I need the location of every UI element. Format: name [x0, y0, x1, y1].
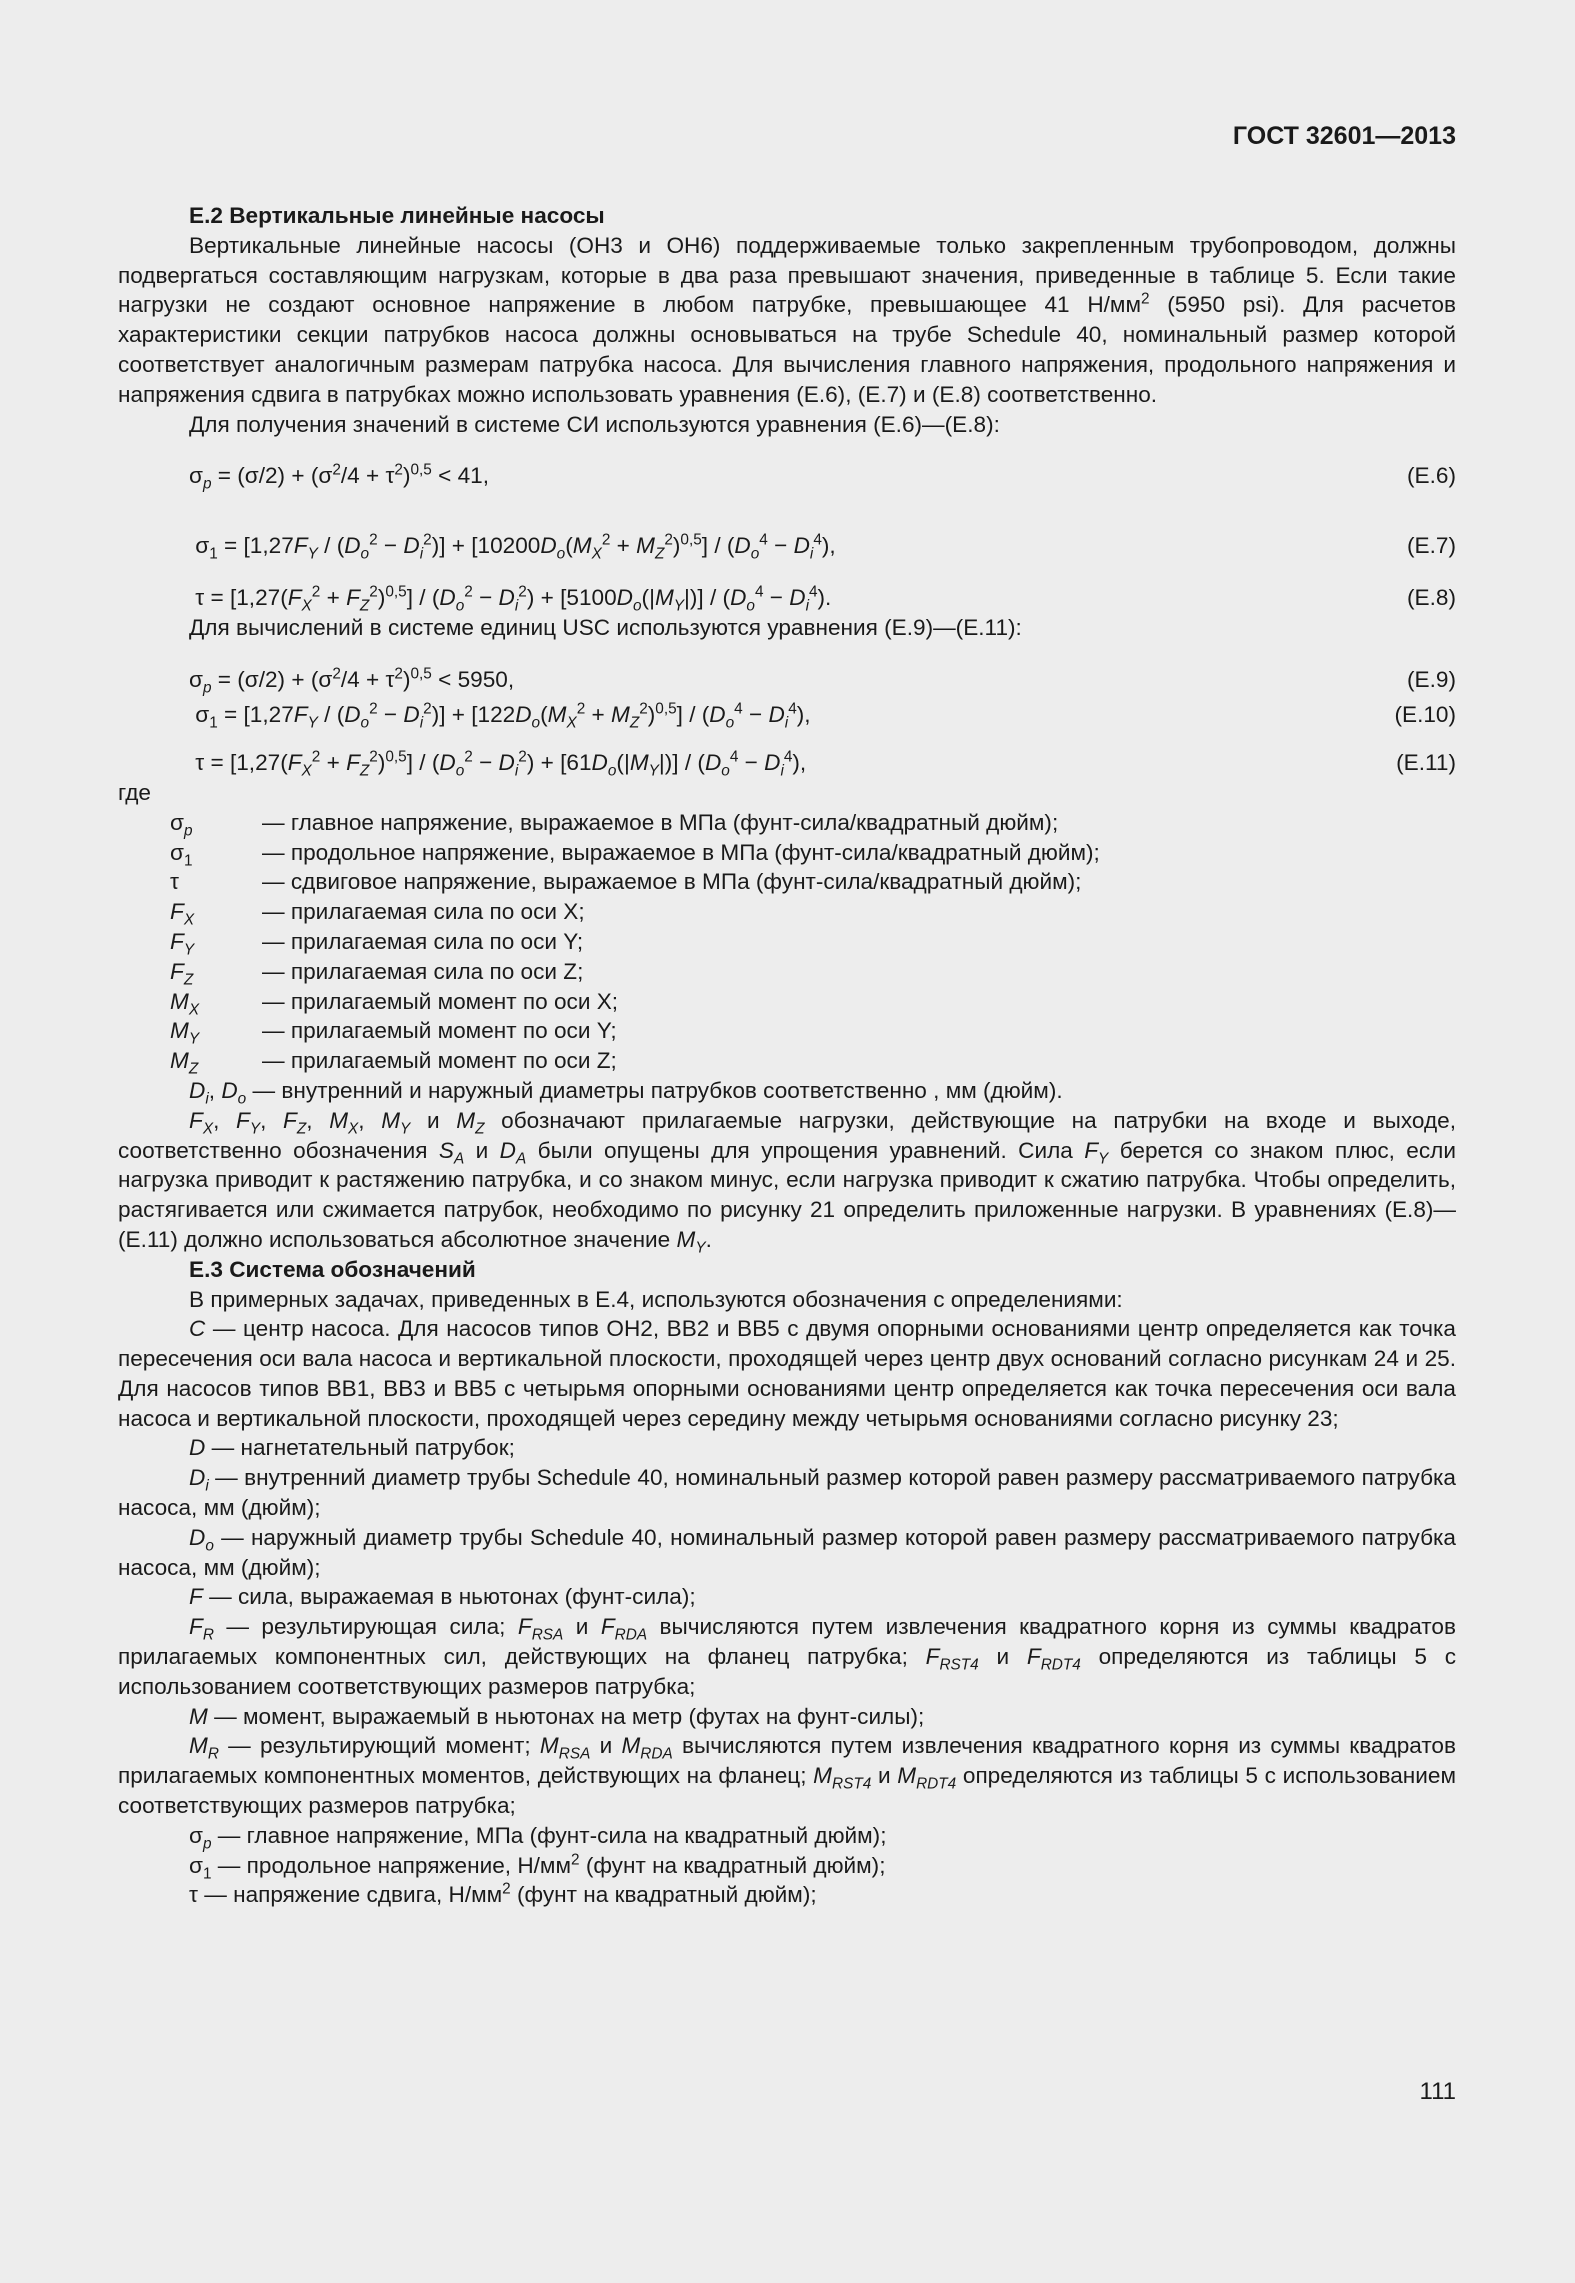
paragraph-loads: $F_X$, $F_Y$, $F_Z$, $M_X$, $M_Y$ и $M_Z$ обозначают прилагаемые нагрузки, действующие на патрубки на входе и выходе, соответственно обозначения $S_A$ и $D_A$ были опущены для упрощения уравнений. Сила $F_Y$ берется со знаком плюс, если нагрузка приводит к растяжению патрубка, и со знаком минус, если нагрузка приводит к сжатию патрубка. Чтобы определить, растягивается или сжимается патрубок, необходимо по рисунку 21 определить приложенные нагрузки. В уравнениях (Е.8)—(Е.11) должно использоваться абсолютное значение $M_Y$.	[118, 1107, 1456, 1257]
formula-e10: $\sigma_1 = [1,27F_Y / (D_o^2 - D_i^2)] + [122D_o(M_X^2 + M_Z^2)^{0,5}] / (D_o^4 - D_i^4)$, (Е.10)	[189, 700, 1456, 732]
paragraph-usc-intro: Для вычислений в системе единиц USC используются уравнения (Е.9)—(Е.11):	[189, 614, 1022, 640]
def-outer-diameter: $D_o$ — наружный диаметр трубы Schedule 40, номинальный размер которой равен размеру рассматриваемого патрубка насоса, мм (дюйм);	[118, 1524, 1456, 1580]
where-label: где	[118, 779, 151, 805]
def-my: $M_Y$ — прилагаемый момент по оси Y;	[170, 1018, 617, 1048]
def-mz: $M_Z$ — прилагаемый момент по оси Z;	[170, 1048, 617, 1078]
def-diameters: $D_i$, $D_o$ — внутренний и наружный диаметры патрубков соответственно , мм (дюйм).	[189, 1077, 1063, 1108]
def-sigma-1: $\sigma_1$ — продольное напряжение, выражаемое в МПа (фунт-сила/квадратный дюйм);	[170, 839, 1100, 870]
standard-header: ГОСТ 32601—2013	[1232, 122, 1456, 150]
paragraph-e2-1: Вертикальные линейные насосы (ОН3 и ОН6) поддерживаемые только закрепленным трубопроводом, должны подвергаться составляющим нагрузкам, которые в два раза превышают значения, приведенные в таблице 5. Если такие нагрузки не создают основное напряжение в любом патрубке, превышающее 41 $Н/мм^2$ (5950 psi). Для расчетов характеристики секции патрубков насоса должны основываться на трубе Schedule 40, номинальный размер которой соответствует аналогичным размерам патрубка насоса. Для вычисления главного напряжения, продольного напряжения и напряжения сдвига в патрубках можно использовать уравнения (Е.6), (Е.7) и (Е.8) соответственно.	[118, 232, 1456, 407]
def-tau: τ — сдвиговое напряжение, выражаемое в МПа (фунт-сила/квадратный дюйм);	[170, 869, 1082, 895]
formula-e7: $\sigma_1 = [1,27F_Y / (D_o^2 - D_i^2)] + [10200D_o(M_X^2 + M_Z^2)^{0,5}] / (D_o^4 - D_i^4)$, (Е.7)	[189, 531, 1456, 563]
def-force: F — сила, выражаемая в ньютонах (фунт-сила);	[189, 1584, 696, 1610]
def-discharge: D — нагнетательный патрубок;	[189, 1435, 515, 1461]
page-number: 111	[1419, 2078, 1456, 2105]
paragraph-e3-intro: В примерных задачах, приведенных в Е.4, используются обозначения с определениями:	[189, 1286, 1123, 1312]
def-resultant-moment: $M_R$ — результирующий момент; $M_{RSA}$ и $M_{RDA}$ вычисляются путем извлечения квадратного корня из суммы квадратов прилагаемых компонентных моментов, действующих на фланец; $M_{RST4}$ и $M_{RDT4}$ определяются из таблицы 5 с использованием соответствующих размеров патрубка;	[118, 1733, 1456, 1819]
def-fx: $F_X$ — прилагаемая сила по оси X;	[170, 899, 585, 929]
def-moment: M — момент, выражаемый в ньютонах на метр (футах на фунт-силы);	[189, 1703, 925, 1729]
def-center: C — центр насоса. Для насосов типов ОН2, ВВ2 и ВВ5 с двумя опорными основаниями центр определяется как точка пересечения оси вала насоса и вертикальной плоскости, проходящей через центр двух оснований согласно рисункам 24 и 25. Для насосов типов ВВ1, ВВ3 и ВВ5 с четырьмя опорными основаниями центр определяется как точка пересечения оси вала насоса и вертикальной плоскости, проходящей через середину между четырьмя основаниями согласно рисунку 23;	[118, 1316, 1456, 1431]
formula-e8: $\tau = [1,27(F_X^2 + F_Z^2)^{0,5}] / (D_o^2 - D_i^2) + [5100D_o(|M_Y|)] / (D_o^4 - D_i^4)$. (Е.8)	[189, 583, 1456, 615]
section-e2-heading: Е.2 Вертикальные линейные насосы	[189, 203, 605, 228]
formula-e6: $\sigma_p = (\sigma/2) + (\sigma^2/4 + \tau^2)^{0,5} < 41$, (Е.6)	[189, 461, 1456, 493]
section-e3-heading: Е.3 Система обозначений	[189, 1256, 476, 1282]
def-sigma-p: $\sigma_p$ — главное напряжение, выражаемое в МПа (фунт-сила/квадратный дюйм);	[170, 809, 1059, 840]
formula-e11: $\tau = [1,27(F_X^2 + F_Z^2)^{0,5}] / (D_o^2 - D_i^2) + [61D_o(|M_Y|)] / (D_o^4 - D_i^4)$, (Е.11)	[189, 748, 1456, 780]
def-fz: $F_Z$ — прилагаемая сила по оси Z;	[170, 958, 584, 989]
page-body	[118, 201, 1456, 1910]
def-inner-diameter: $D_i$ — внутренний диаметр трубы Schedule 40, номинальный размер которой равен размеру рассматриваемого патрубка насоса, мм (дюйм);	[118, 1465, 1456, 1521]
def-mx: $M_X$ — прилагаемый момент по оси X;	[170, 988, 619, 1019]
paragraph-si-intro: Для получения значений в системе СИ используются уравнения (Е.6)—(Е.8):	[189, 411, 1000, 437]
formula-e9: $\sigma_p = (\sigma/2) + (\sigma^2/4 + \tau^2)^{0,5} < 5950$, (Е.9)	[189, 665, 1456, 697]
def-shear-stress: τ — напряжение сдвига, $Н/мм^2$ (фунт на квадратный дюйм);	[189, 1880, 817, 1908]
def-longitudinal-stress: $\sigma_1$ — продольное напряжение, $Н/мм^2$ (фунт на квадратный дюйм);	[189, 1851, 886, 1883]
def-fy: $F_Y$ — прилагаемая сила по оси Y;	[170, 928, 584, 959]
def-principal-stress: $\sigma_p$ — главное напряжение, МПа (фунт-сила на квадратный дюйм);	[189, 1822, 887, 1853]
def-resultant-force: $F_R$ — результирующая сила; $F_{RSA}$ и $F_{RDA}$ вычисляются путем извлечения квадратного корня из суммы квадратов прилагаемых компонентных сил, действующих на фланец патрубка; $F_{RST4}$ и $F_{RDT4}$ определяются из таблицы 5 с использованием соответствующих размеров патрубка;	[118, 1614, 1456, 1699]
